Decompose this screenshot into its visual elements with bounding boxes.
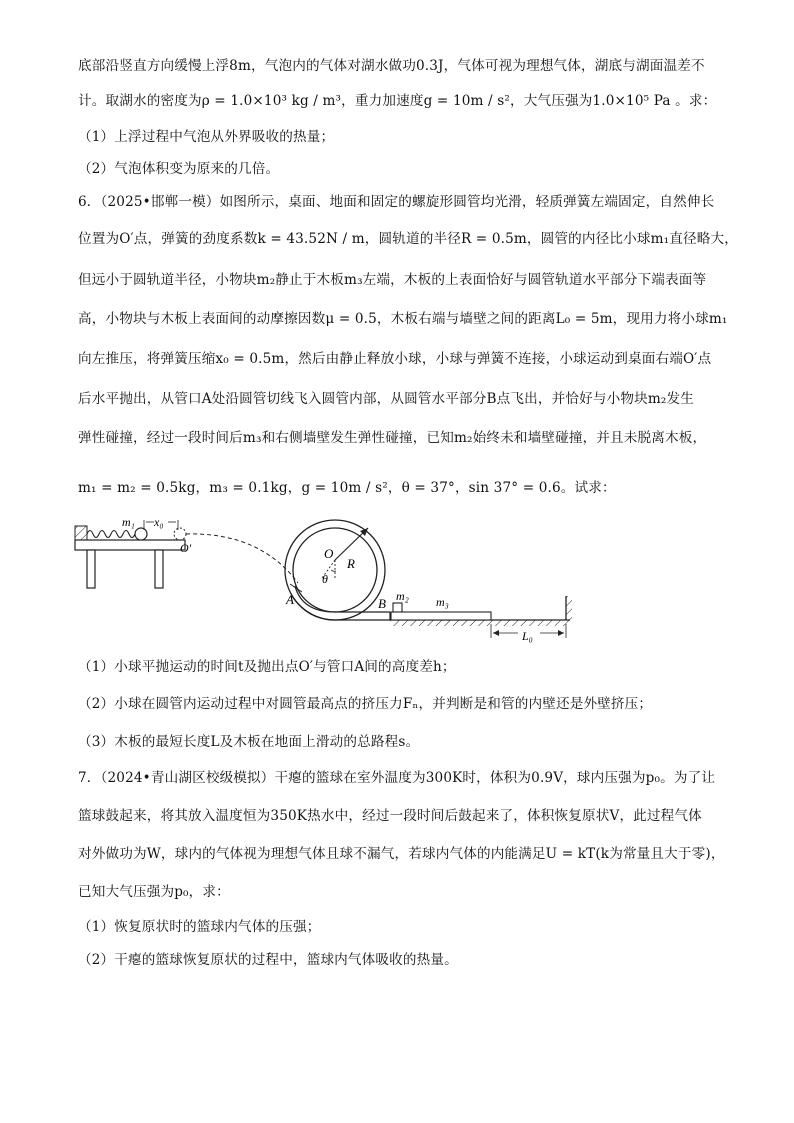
label-m3: m₃	[436, 595, 449, 609]
ball-m1	[135, 528, 147, 540]
problem5-text-line-1: 底部沿竖直方向缓慢上浮8m，气泡内的气体对湖水做功0.3J，气体可视为理想气体，湖底与湖面温差不	[78, 58, 705, 74]
physics-diagram	[70, 508, 580, 654]
problem6-text-line-5: 向左推压，将弹簧压缩x₀ = 0.5m，然后由静止释放小球，小球与弹簧不连接，小球运动到桌面右端O′点	[78, 351, 712, 367]
board-m3	[391, 612, 491, 620]
problem6-text-line-2: 位置为O′点，弹簧的劲度系数k = 43.52N / m，圆轨道的半径R = 0.5m，圆管的内径比小球m₁直径略大，	[78, 231, 738, 247]
problem7-question-2: （2）干瘪的篮球恢复原状的过程中，篮球内气体吸收的热量。	[78, 952, 458, 968]
problem7-text-line-2: 篮球鼓起来，将其放入温度恒为350K热水中，经过一段时间后鼓起来了，体积恢复原状V，此过程气体	[78, 808, 702, 824]
label-m1: m₁	[122, 515, 135, 529]
problem5-text-line-2: 计。取湖水的密度为ρ = 1.0×10³ kg / m³，重力加速度g = 10m / s²，大气压强为1.0×10⁵ Pa 。求：	[78, 93, 717, 109]
spring	[87, 531, 135, 538]
label-l0: L₀	[522, 629, 533, 643]
problem6-question-2: （2）小球在圆管内运动过程中对圆管最高点的挤压力Fₙ，并判断是和管的内壁还是外壁挤压；	[78, 696, 653, 712]
label-center-o: O	[324, 546, 334, 561]
problem6-text-line-7: 弹性碰撞，经过一段时间后m₃和右侧墙壁发生弹性碰撞，已知m₂始终未和墙壁碰撞，并且未脱离木板，	[78, 430, 707, 446]
problem5-question-1: （1）上浮过程中气泡从外界吸收的热量；	[78, 129, 335, 145]
block-m2	[393, 603, 402, 612]
label-o-prime: O′	[180, 541, 192, 555]
problem6-question-3: （3）木板的最短长度L及木板在地面上滑动的总路程s。	[78, 734, 420, 750]
problem6-text-line-8: m₁ = m₂ = 0.5kg，m₃ = 0.1kg，g = 10m / s²，θ = 37°，sin 37° = 0.6。试求：	[78, 480, 616, 496]
label-point-a: A	[286, 592, 294, 607]
label-radius-r: R	[347, 556, 355, 571]
label-theta: θ	[322, 572, 328, 586]
problem6-text-line-3: 但远小于圆轨道半径，小物块m₂静止于木板m₃左端，木板的上表面恰好与圆管轨道水平部分下端表面等	[78, 272, 707, 288]
spiral-tube	[285, 520, 390, 620]
problem7-text-line-1: 7．（2024•青山湖区校级模拟）干瘪的篮球在室外温度为300K时，体积为0.9V，球内压强为p₀。为了让	[78, 770, 716, 786]
problem7-question-1: （1）恢复原状时的篮球内气体的压强；	[78, 919, 321, 935]
label-m2: m₂	[396, 589, 409, 603]
problem7-text-line-3: 对外做功为W，球内的气体视为理想气体且球不漏气，若球内气体的内能满足U = kT(k为常量且大于零)，	[78, 846, 725, 862]
problem5-question-2: （2）气泡体积变为原来的几倍。	[78, 161, 280, 177]
problem7-text-line-4: 已知大气压强为p₀，求：	[78, 884, 230, 900]
projectile-path	[186, 534, 298, 583]
label-point-b: B	[378, 596, 386, 611]
label-x0: x₀	[154, 515, 164, 529]
problem6-text-line-1: 6．（2025•邯郸一模）如图所示，桌面、地面和固定的螺旋形圆管均光滑，轻质弹簧左端固定，自然伸长	[78, 194, 715, 210]
ball-release-position	[174, 528, 186, 540]
problem6-text-line-4: 高，小物块与木板上表面间的动摩擦因数μ = 0.5，木板右端与墙壁之间的距离L₀ = 5m，现用力将小球m₁	[78, 311, 728, 327]
problem6-text-line-6: 后水平抛出，从管口A处沿圆管切线飞入圆管内部，从圆管水平部分B点飞出，并恰好与小物块m₂发生	[78, 391, 694, 407]
problem6-question-1: （1）小球平抛运动的时间t及抛出点O′与管口A间的高度差h；	[78, 659, 456, 675]
